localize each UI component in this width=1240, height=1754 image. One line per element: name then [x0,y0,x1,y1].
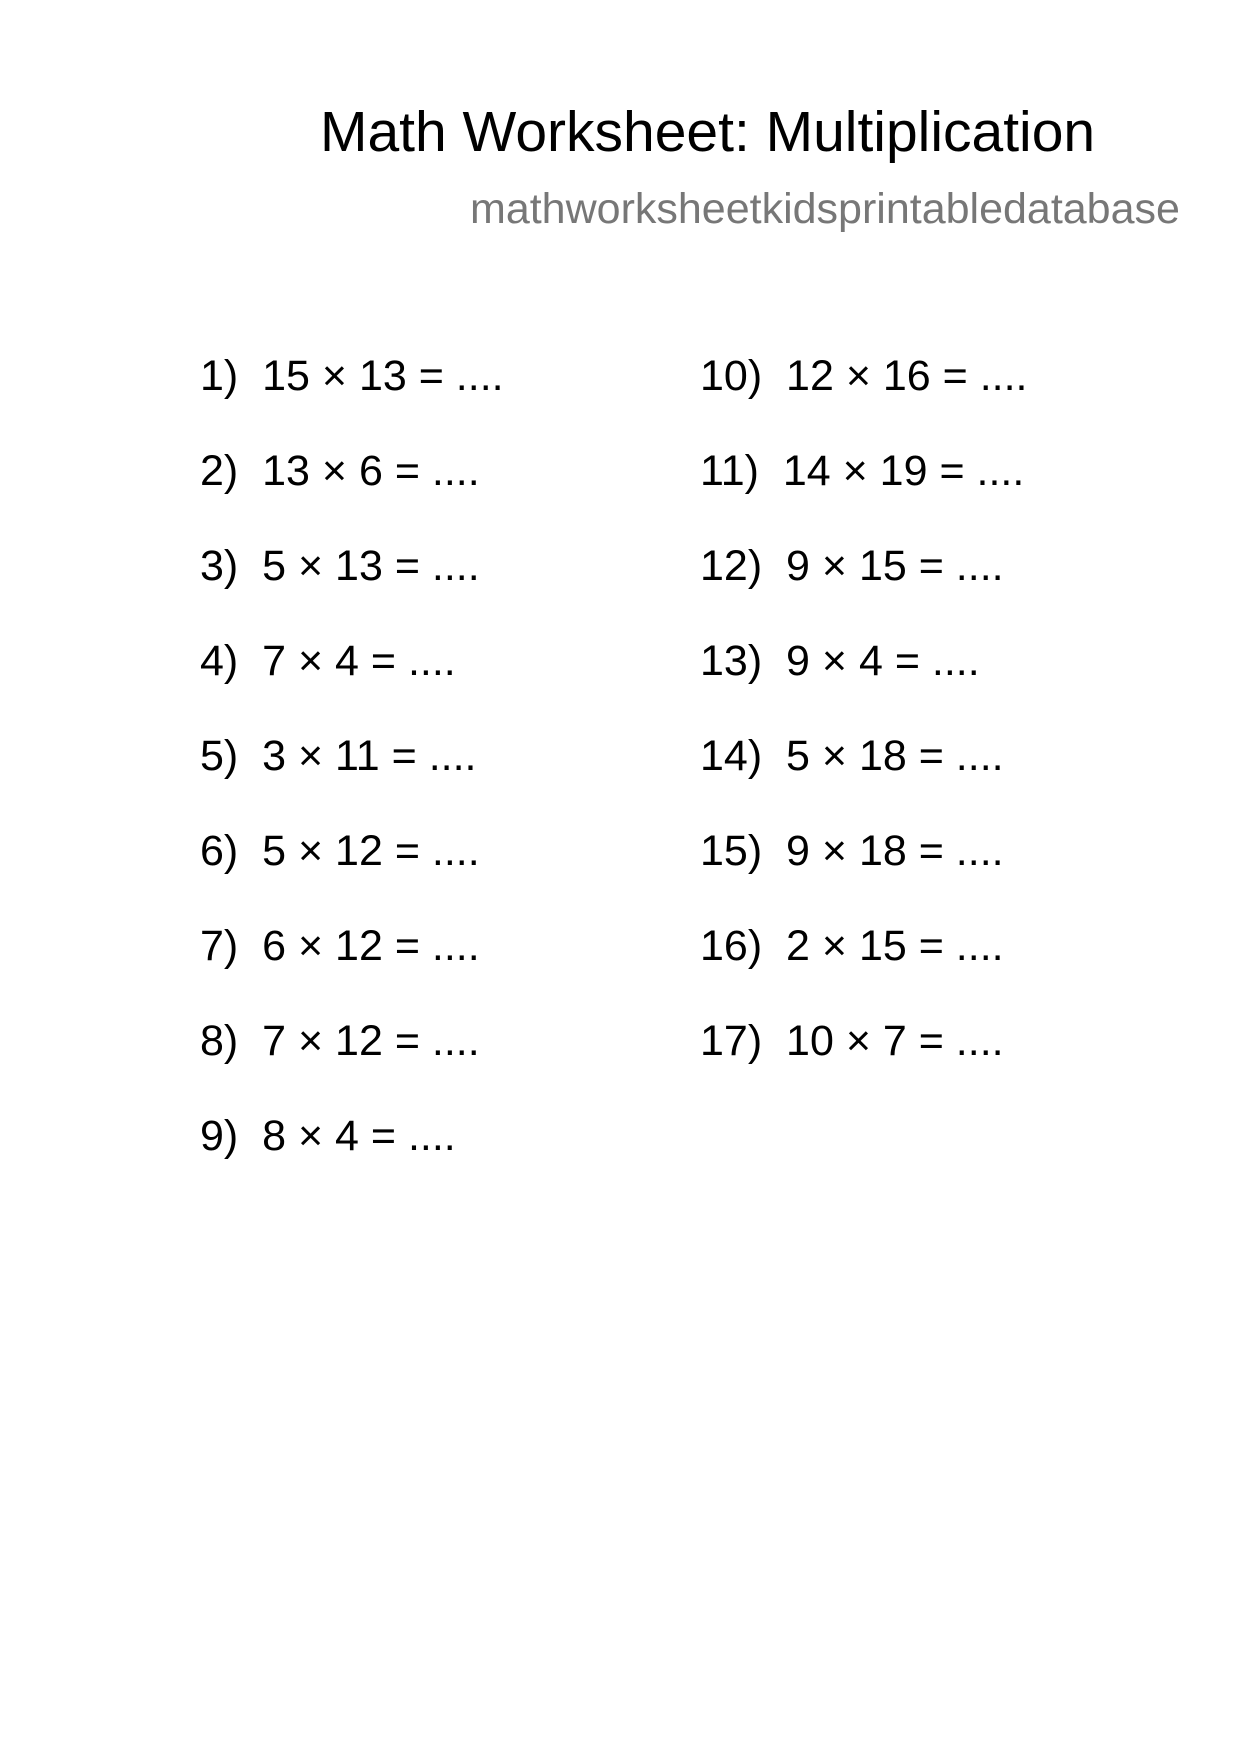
problem-3: 3) 5 × 13 = .... [200,542,480,590]
problem-5: 5) 3 × 11 = .... [200,732,477,780]
problem-11: 11) 14 × 19 = .... [700,447,1025,495]
problem-15: 15) 9 × 18 = .... [700,827,1004,875]
problem-9: 9) 8 × 4 = .... [200,1112,456,1160]
problem-8: 8) 7 × 12 = .... [200,1017,480,1065]
page-subtitle: mathworksheetkidsprintabledatabase [470,185,1180,233]
problem-16: 16) 2 × 15 = .... [700,922,1004,970]
page-title: Math Worksheet: Multiplication [320,100,1096,164]
problem-column-right [700,348,1130,1108]
problem-10: 10) 12 × 16 = .... [700,352,1028,400]
problem-2: 2) 13 × 6 = .... [200,447,480,495]
problem-7: 7) 6 × 12 = .... [200,922,480,970]
problem-column-left [200,348,630,1203]
problem-4: 4) 7 × 4 = .... [200,637,456,685]
problem-13: 13) 9 × 4 = .... [700,637,980,685]
problem-17: 17) 10 × 7 = .... [700,1017,1004,1065]
problem-14: 14) 5 × 18 = .... [700,732,1004,780]
problem-12: 12) 9 × 15 = .... [700,542,1004,590]
problem-1: 1) 15 × 13 = .... [200,352,504,400]
problem-6: 6) 5 × 12 = .... [200,827,480,875]
